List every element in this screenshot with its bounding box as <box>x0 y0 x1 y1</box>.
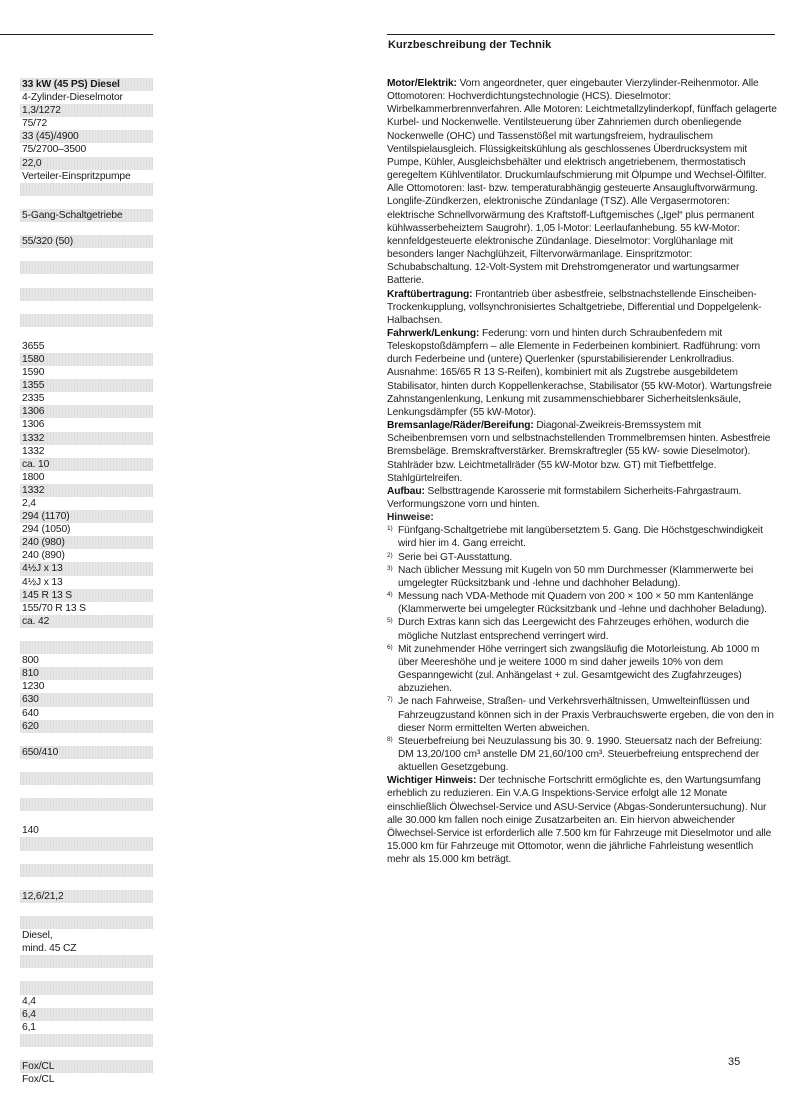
spec-row <box>20 1034 153 1047</box>
spec-row: 1332 <box>20 484 153 497</box>
spec-row: 1306 <box>22 419 45 431</box>
spec-row <box>20 327 153 340</box>
aufbau-text: Selbsttragende Karosserie mit formstabilem Sicherheits-Fahrgastraum. Verformungszone vorn und hinten. <box>387 485 742 510</box>
spec-row: 1332 <box>22 445 45 457</box>
spec-row: 240 (890) <box>22 550 65 562</box>
spec-row <box>20 261 153 274</box>
spec-row: 240 (980) <box>20 536 153 549</box>
spec-row: Fox/CL <box>20 1060 153 1073</box>
spec-row: 630 <box>20 693 153 706</box>
spec-row: 4,4 <box>22 995 36 1007</box>
kraft-label: Kraftübertragung: <box>387 288 473 300</box>
footnote-text: Messung nach VDA-Methode mit Quadern von 200 × 100 × 50 mm Kantenlänge (Klammerwerte bei umgelegter Rücksitzbank und -lehne und dachhoher Beladung). <box>398 591 767 616</box>
footnote-text: Mit zunehmender Höhe verringert sich zwangsläufig die Motorleistung. Ab 1000 m über Meereshöhe und je weitere 1000 m sind daher jeweils 10% von dem Gespanngewicht (zul. Anhängelast + zul. Gesamtgewicht des Zugfahrzeuges) abzuziehen. <box>398 643 760 695</box>
spec-row <box>20 877 153 890</box>
kraft-paragraph <box>387 288 777 327</box>
spec-row: 4-Zylinder-Dieselmotor <box>22 92 123 104</box>
footnote-number: 4) <box>387 591 393 599</box>
spec-row <box>20 837 153 850</box>
footnote-number: 1) <box>387 525 393 533</box>
spec-row: ca. 42 <box>20 615 153 628</box>
wichtig-paragraph <box>387 774 777 866</box>
spec-row: 640 <box>22 707 39 719</box>
spec-row <box>20 196 153 209</box>
spec-row: 75/72 <box>22 118 48 130</box>
footnote <box>387 551 777 564</box>
motor-text: Vorn angeordneter, quer eingebauter Vierzylinder-Reihenmotor. Alle Ottomotoren: Hochverdichtungstechnologie (HCS). Dieselmotor: Wirbelkammerbrennverfahren. Alle Motoren: Leichtmetallzylinderkopf, fünffach gelagerte Kurbel- und Nockenwelle. Ventilsteuerung über Zahnriemen durch obenliegende Nockenwelle (OHC) und Tassenstößel mit wartungsfreiem, hydraulischem Ventilspielausgleich. Flüssigkeitskühlung als geschlossenes Überdrucksystem mit Pumpe, Kühler, Ausgleichsbehälter und elektrisch angetriebenem, thermostatisch geregeltem Kühlventilator. Druckumlaufschmierung mit Ölpumpe und Wechsel-Ölfilter. Alle Ottomotoren: last- bzw. temperaturabhängig gesteuerte Ansaugluftvorwärmung. Longlife-Zündkerzen, elektronische Zündanlage (TSZ). Alle Vergasermotoren: elektrische Schnellvorwärmung des Kraftstoff-Luftgemisches („Igel“ plus permanent kühlwasserbeheiztem Saugrohr). 1,05 l-Motor: Leerlaufanhebung. 55 kW-Motor: kennfeldgesteuerte elektronische Zündanlage. Dieselmotor: Vorglühanlage mit besonders langer Nachglühzeit, Filtervorwärmanlage. Einspritzmotor: Schubabschaltung. 12-Volt-System mit Drehstromgenerator und wartungsarmer Batterie. <box>387 78 777 287</box>
spec-values-column <box>20 78 153 1086</box>
footnote-text: Serie bei GT-Ausstattung. <box>398 551 513 563</box>
spec-row <box>20 772 153 785</box>
spec-row: mind. 45 CZ <box>22 943 77 955</box>
spec-row: 650/410 <box>20 746 153 759</box>
top-rule-right <box>387 34 775 35</box>
spec-row <box>20 903 153 916</box>
spec-row <box>20 301 153 314</box>
spec-row <box>20 628 153 641</box>
spec-row <box>20 183 153 196</box>
spec-row <box>20 851 153 864</box>
footnote <box>387 695 777 734</box>
spec-row: 1306 <box>20 405 153 418</box>
spec-row: 1,3/1272 <box>20 104 153 117</box>
spec-row: 4½J x 13 <box>20 562 153 575</box>
spec-row: 1590 <box>22 367 45 379</box>
spec-row <box>20 759 153 772</box>
spec-row <box>20 733 153 746</box>
spec-row <box>20 798 153 811</box>
footnote-text: Durch Extras kann sich das Leergewicht des Fahrzeuges erhöhen, wodurch die mögliche Nutzlast entsprechend verringert wird. <box>398 617 750 642</box>
spec-row: 140 <box>22 825 39 837</box>
spec-row <box>20 968 153 981</box>
brems-paragraph <box>387 419 777 485</box>
spec-row: 155/70 R 13 S <box>22 602 86 614</box>
spec-row <box>20 248 153 261</box>
footnote-number: 8) <box>387 735 393 743</box>
footnote <box>387 590 777 616</box>
spec-row: Fox/CL <box>22 1074 55 1086</box>
brems-text: Diagonal-Zweikreis-Bremssystem mit Scheibenbremsen vorn und selbstnachstellenden Trommelbremsen hinten. Asbestfreie Bremsbeläge. Bremskraftverstärker. Bremskraftregler (55 kW- sowie Dieselmotor). Stahlräder bzw. Leichtmetallräder (55 kW-Motor bzw. GT) mit Tiefbettfelge. Stahlgürtelreifen. <box>387 420 771 484</box>
fahrwerk-text: Federung: vorn und hinten durch Schraubenfedern mit Teleskopstoßdämpfern – alle Elemente in Federbeinen kombiniert. Radführung: vorn durch Federbeine und (untere) Querlenker (spurstabilisierender Lenkrollradius. Ausnahme: 165/65 R 13 S-Reifen), kombiniert mit als Zugstrebe ausgebildetem Stabilisator, hinten durch Koppellenkerachse, Stabilisator (55 kW-Motor). Wartungsfreie Zahnstangenlenkung, Lenkung mit zusammenschiebbarer Sicherheitslenksäule, Lenkungsdämpfer (55 kW-Motor). <box>387 327 772 418</box>
section-title: Kurzbeschreibung der Technik <box>388 39 552 51</box>
footnote <box>387 735 777 774</box>
brems-label: Bremsanlage/Räder/Bereifung: <box>387 420 534 432</box>
motor-paragraph <box>387 77 777 288</box>
footnote-number: 7) <box>387 696 393 704</box>
footnote <box>387 524 777 550</box>
spec-row: 620 <box>20 720 153 733</box>
spec-row: 810 <box>20 667 153 680</box>
spec-row: 75/2700–3500 <box>22 144 87 156</box>
footnote-number: 5) <box>387 617 393 625</box>
fahrwerk-label: Fahrwerk/Lenkung: <box>387 327 480 339</box>
spec-row: Diesel, <box>22 930 53 942</box>
aufbau-label: Aufbau: <box>387 485 425 497</box>
footnote-number: 2) <box>387 551 393 559</box>
spec-row: 1332 <box>20 432 153 445</box>
spec-row <box>20 981 153 994</box>
wichtig-text: Der technische Fortschritt ermöglichte es, den Wartungsumfang erheblich zu reduzieren. Ein V.A.G Inspektions-Service erfolgt alle 12 Monate einschließlich Ölwechsel-Service und ASU-Service (Abgas-Sonderuntersuchung). Nur alle 30.000 km fallen noch einige Zusatzarbeiten an. Ein hiervon abweichender Ölwechsel-Service ist erforderlich alle 7.500 km für Fahrzeuge mit Dieselmotor und alle 15.000 km für Fahrzeuge mit Ottomotor, wenn die jährliche Fahrleistung wesentlich mehr als 15.000 km beträgt. <box>387 775 772 866</box>
fahrwerk-paragraph <box>387 327 777 419</box>
spec-row: 294 (1170) <box>20 510 153 523</box>
spec-row <box>20 916 153 929</box>
spec-row: 1355 <box>20 379 153 392</box>
kraft-text: Frontantrieb über asbestfreie, selbstnachstellende Einscheiben-Trockenkupplung, vollsynchronisiertes Schaltgetriebe, Differential und Doppelgelenk-Halbachsen. <box>387 288 762 326</box>
spec-row <box>20 864 153 877</box>
spec-row: 3655 <box>22 340 45 352</box>
spec-row <box>20 641 153 654</box>
footnote-text: Je nach Fahrweise, Straßen- und Verkehrsverhältnissen, Umwelteinflüssen und Fahrzeugzustand können sich in der Praxis Verbrauchswerte ergeben, die von den in dieser Norm ermittelten Werten abweichen. <box>398 696 774 734</box>
spec-row: 33 kW (45 PS) Diesel <box>20 78 153 91</box>
motor-label: Motor/Elektrik: <box>387 78 457 89</box>
footnote <box>387 564 777 590</box>
spec-row: 1580 <box>20 353 153 366</box>
spec-row <box>20 1047 153 1060</box>
spec-row: 33 (45)/4900 <box>20 130 153 143</box>
spec-row: 145 R 13 S <box>20 589 153 602</box>
spec-row: 2335 <box>22 393 45 405</box>
spec-row: 22,0 <box>20 157 153 170</box>
top-rule-left <box>0 34 153 35</box>
spec-row: 6,1 <box>22 1021 36 1033</box>
footnote-text: Steuerbefreiung bei Neuzulassung bis 30. 9. 1990. Steuersatz nach der Befreiung: DM 13,20/100 cm³ anstelle DM 21,60/100 cm³. Steuerbefreiung entsprechend der aktuellen Gesetzgebung. <box>398 735 763 774</box>
hinweise-title: Hinweise: <box>387 512 434 524</box>
spec-row: 55/320 (50) <box>20 235 153 248</box>
footnote <box>387 643 777 696</box>
footnotes-list <box>387 524 777 774</box>
spec-row <box>20 811 153 824</box>
footnote <box>387 616 777 642</box>
spec-row <box>20 222 153 235</box>
spec-row: 800 <box>22 655 39 667</box>
spec-row: 1800 <box>22 471 45 483</box>
footnote-text: Fünfgang-Schaltgetriebe mit langübersetztem 5. Gang. Die Höchstgeschwindigkeit wird hier im 4. Gang erreicht. <box>398 525 763 550</box>
spec-row: 6,4 <box>20 1008 153 1021</box>
wichtig-label: Wichtiger Hinweis: <box>387 775 477 787</box>
footnote-number: 3) <box>387 564 393 572</box>
aufbau-paragraph <box>387 485 777 511</box>
spec-row: 2,4 <box>22 498 36 509</box>
spec-row: ca. 10 <box>20 458 153 471</box>
spec-row <box>20 274 153 287</box>
footnote-text: Nach üblicher Messung mit Kugeln von 50 mm Durchmesser (Klammerwerte bei umgelegter Rücksitzbank und -lehne und dachhoher Beladung). <box>398 564 754 589</box>
spec-row <box>20 785 153 798</box>
technik-description <box>387 77 777 866</box>
spec-row: 5-Gang-Schaltgetriebe <box>20 209 153 222</box>
spec-row: 294 (1050) <box>22 524 71 536</box>
spec-row: 4½J x 13 <box>22 576 63 588</box>
spec-row: 1230 <box>22 681 45 693</box>
spec-row <box>20 288 153 301</box>
spec-row: 12,6/21,2 <box>20 890 153 903</box>
spec-row <box>20 314 153 327</box>
spec-row: Verteiler-Einspritzpumpe <box>22 170 131 182</box>
page-number: 35 <box>728 1056 741 1068</box>
spec-row <box>20 955 153 968</box>
footnote-number: 6) <box>387 643 393 651</box>
